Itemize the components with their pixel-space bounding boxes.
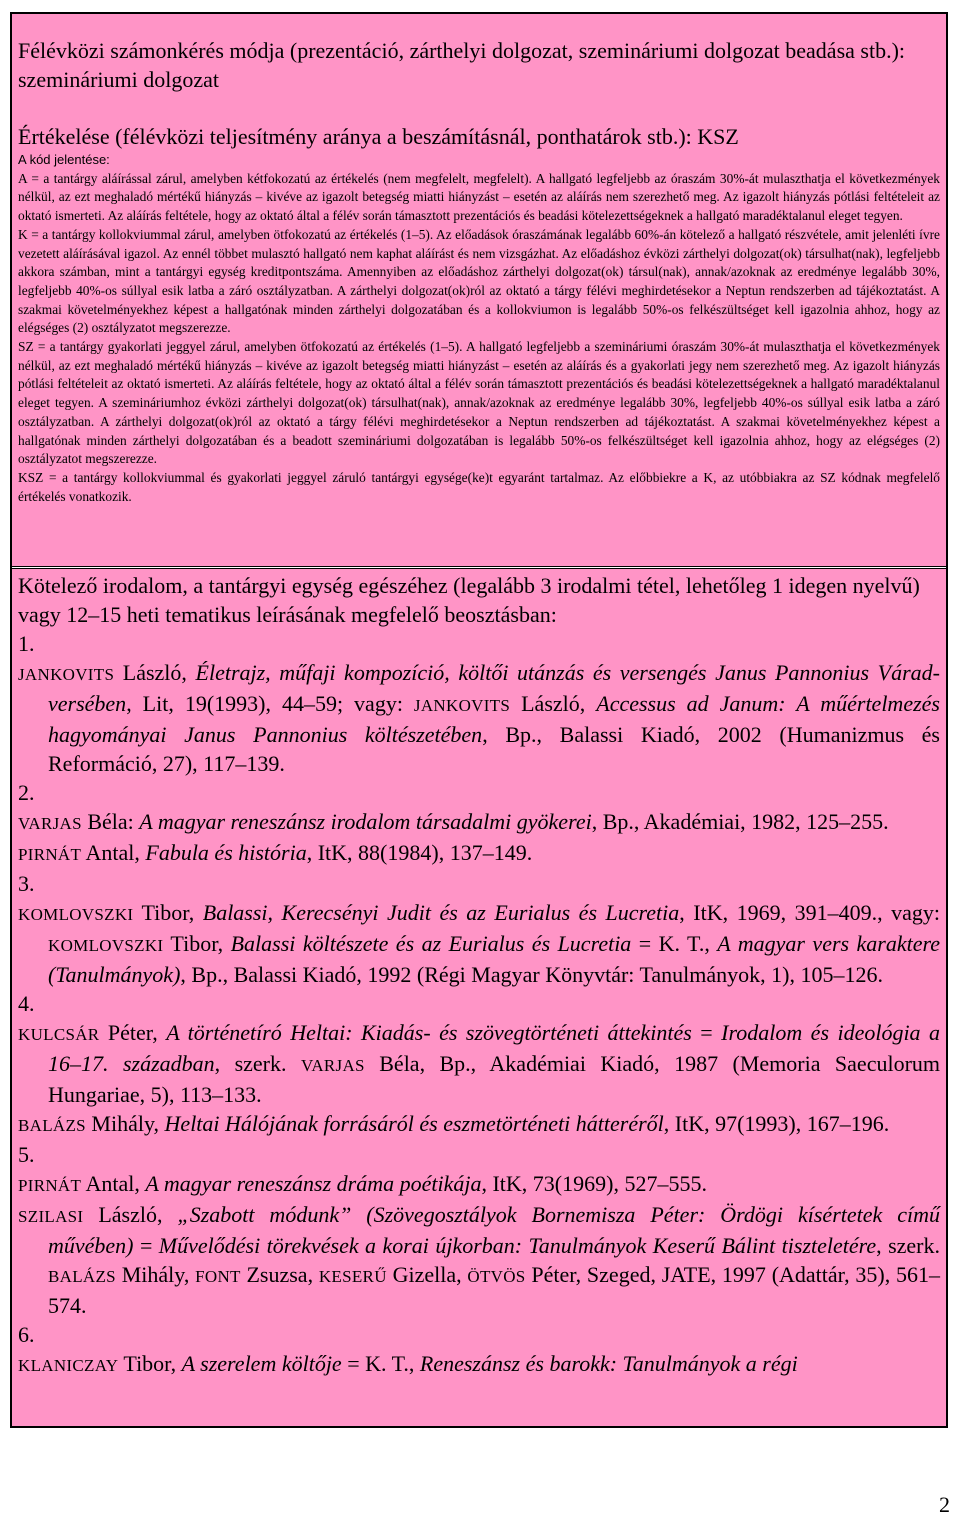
item-number: 4. <box>18 991 35 1016</box>
exam-method-text: Félévközi számonkérés módja (prezentáció, zárthelyi dolgozat, szemináriumi dolgozat beadása stb.): szemináriumi dolgozat <box>18 38 906 92</box>
literature-cell <box>10 568 948 1428</box>
reference: KULCSÁR Péter, A történetíró Heltai: Kiadás- és szövegtörténeti áttekintés = Irodalom és ideológia a 16–17. században, szerk. VARJAS Béla, Bp., Akadémiai Kiadó, 1987 (Memoria Saeculorum Hungariae, 5), 113–133. <box>18 1020 941 1107</box>
code-a-text: A = a tantárgy aláírással zárul, amelyben kétfokozatú az értékelés (nem megfelelt, megfelelt). A hallgató legfeljebb az óraszám 30%-át mulaszthatja el következmények nélkül, az ezt meghaladó mértékű hiányzás – kivéve az igazolt betegség miatti hiányzást – esetén az aláírás nem szerezhető meg. Az igazolt hiányzás pótlási feltételeit az oktató ismerteti. Az aláírás feltétele, hogy az oktató által a félév során támasztott prezentációs és beadási kötelezettségeknek a hallgató maradéktalanul eleget tegyen. <box>18 170 940 224</box>
item-number: 1. <box>18 631 35 656</box>
item-number: 6. <box>18 1322 35 1347</box>
literature-heading: Kötelező irodalom, a tantárgyi egység egészéhez (legalább 3 irodalmi tétel, lehetőleg 1 idegen nyelvű) vagy 12–15 heti tematikus leírásának megfelelő beosztásban: <box>18 573 920 627</box>
evaluation-block <box>12 120 946 567</box>
code-sz-text: SZ = a tantárgy gyakorlati jeggyel zárul, amelyben ötfokozatú az értékelés (1–5). A hallgató legfeljebb a szemináriumi óraszám 30%-át mulaszthatja el következmények nélkül, az ezt meghaladó mértékű hiányzás – kivéve az igazolt betegség miatti hiányzást – esetén az aláírás és a gyakorlati jegy nem szerezhető meg. Az igazolt hiányzás pótlási feltételeit az oktató ismerteti. Az aláírás feltétele, hogy az oktató által a félév során támasztott prezentációs és beadási kötelezettségeknek a hallgató maradéktalanul eleget tegyen. A szemináriumhoz évközi zárthelyi dolgozat(ok) társulhat(nak), annak/azoknak az eredménye legalább 30%, legfeljebb 40%-os súllyal esik latba a záró osztályzatban. A zárthelyi dolgozat(ok)ról az oktató a tárgy félévi meghirdetésekor a Neptun rendszerben ad tájékoztatást. A szakmai követelményekhez képest a hallgatónak minden zárthelyi dolgozatában és a beadott szemináriumi dolgozatában is legalább 50%-os felkészültséget kell igazolnia ahhoz, hogy az elégséges (2) osztályzatot megszerezze. <box>18 339 940 467</box>
item-number: 5. <box>18 1142 35 1167</box>
page-number: 2 <box>939 1492 950 1517</box>
reference: KLANICZAY Tibor, A szerelem költője = K. T., Reneszánsz és barokk: Tanulmányok a régi <box>18 1351 798 1376</box>
code-label: A kód jelentése: <box>18 152 110 167</box>
reference: PIRNÁT Antal, A magyar reneszánsz dráma poétikája, ItK, 73(1969), 527–555. <box>18 1171 707 1196</box>
evaluation-cell <box>10 120 948 570</box>
reference: BALÁZS Mihály, Heltai Hálójának forrásáról és eszmetörténeti hátteréről, ItK, 97(1993), 167–196. <box>18 1111 890 1136</box>
item-number: 3. <box>18 871 35 896</box>
reference: PIRNÁT Antal, Fabula és história, ItK, 88(1984), 137–149. <box>18 840 533 865</box>
code-ksz-text: KSZ = a tantárgy kollokviummal és gyakorlati jeggyel záruló tantárgyi egysége(ke)t egyaránt tartalmaz. Az előbbiekre a K, az utóbbiakra az SZ kódnak megfelelő értékelés vonatkozik. <box>18 469 940 504</box>
evaluation-heading: Értékelése (félévközi teljesítmény aránya a beszámításnál, ponthatárok stb.): KSZ <box>18 124 739 149</box>
item-number: 2. <box>18 780 35 805</box>
reference: VARJAS Béla: A magyar reneszánsz irodalom társadalmi gyökerei, Bp., Akadémiai, 1982, 125–255. <box>18 809 889 834</box>
code-k-text: K = a tantárgy kollokviummal zárul, amelyben ötfokozatú az értékelés (1–5). Az előadások óraszámának legalább 60%-án kötelező a hallgató részvétele, amit jelenléti ívre vezetett aláírásával igazol. Az ennél többet mulasztó hallgató nem kaphat aláírást és nem vizsgázhat. Az előadáshoz évközi zárthelyi dolgozat(ok) társulhat(nak), legfeljebb akkora számban, mint a tantárgyi egység kreditpontszáma. Amennyiben az előadáshoz zárthelyi dolgozat(ok) társul(nak), annak/azoknak az eredménye legalább 30%, legfeljebb 40%-os súllyal esik latba a záró osztályzatban. A zárthelyi dolgozat(ok)ról az oktató a tárgy félévi meghirdetésekor a Neptun rendszerben ad tájékoztatást. A szakmai követelményekhez képest a hallgatónak minden zárthelyi dolgozatában és a kollokviumon is legalább 50%-os felkészültséget kell igazolnia ahhoz, hogy az elégséges (2) osztályzatot megszerezze. <box>18 226 940 336</box>
exam-method-cell <box>10 12 948 122</box>
reference: SZILASI László, „Szabott módunk” (Szövegosztályok Bornemisza Péter: Ördögi kísértetek című művében) = Művelődési törekvések a korai újkorban: Tanulmányok Keserű Bálint tiszteletére, szerk. BALÁZS Mihály, FONT Zsuzsa, KESERŰ Gizella, ÖTVÖS Péter, Szeged, JATE, 1997 (Adattár, 35), 561–574. <box>18 1202 940 1318</box>
reference: KOMLOVSZKI Tibor, Balassi, Kerecsényi Judit és az Eurialus és Lucretia, ItK, 1969, 391–409., vagy: KOMLOVSZKI Tibor, Balassi költészete és az Eurialus és Lucretia = K. T., A magyar vers karaktere (Tanulmányok), Bp., Balassi Kiadó, 1992 (Régi Magyar Könyvtár: Tanulmányok, 1), 105–126. <box>18 900 941 987</box>
reference: JANKOVITS László, Életrajz, műfaji kompozíció, költői utánzás és versengés Janus Pannonius Várad-versében, Lit, 19(1993), 44–59; vagy: JANKOVITS László, Accessus ad Janum: A műértelmezés hagyományai Janus Pannonius költészetében, Bp., Balassi Kiadó, 2002 (Humanizmus és Reformáció, 27), 117–139. <box>18 660 940 776</box>
